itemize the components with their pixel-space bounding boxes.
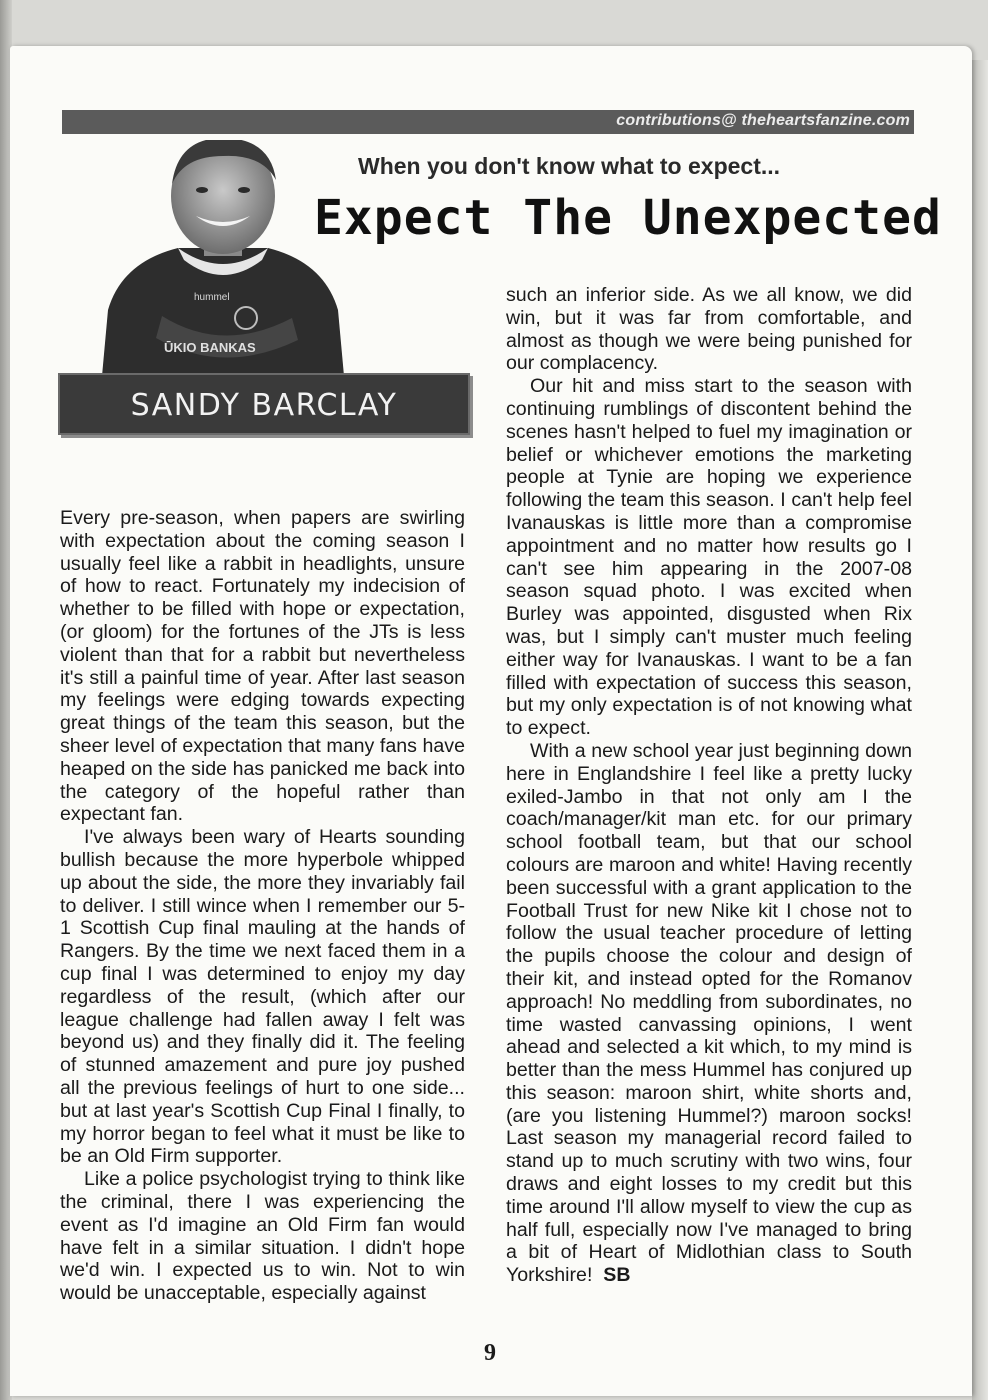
author-banner <box>58 373 470 435</box>
paragraph: Like a police psychologist trying to think like the criminal, there I was experiencing the event as I'd imagine an Old Firm fan would have felt in a similar situation. I didn't hope we'd win. I expected us to win. Not to win would be unacceptable, especially against <box>60 1168 465 1305</box>
article-headline: Expect The Unexpected <box>314 190 942 246</box>
author-name: SANDY BARCLAY <box>130 388 398 423</box>
header-bar <box>62 110 914 134</box>
paragraph-text: With a new school year just beginning down here in Englandshire I feel like a pretty lucky exiled-Jambo in that not only am I the coach/manager/kit man etc. for our primary school football team, but that our school colours are maroon and white! Having recently been successful with a grant application to the Football Trust for new Nike kit I chose not to follow the usual teacher procedure of letting the pupils choose the colour and design of their kit, and instead opted for the Romanov approach! No meddling from subordinates, no time wasted canvassing opinions, I went ahead and selected a kit which, to my mind is better than the mess Hummel has conjured up this season: maroon shirt, white shorts and, (are you listening Hummel?) maroon socks! Last season my managerial record failed to stand up to much scrutiny with two wins, four draws and eight losses to my credit but this time around I'll allow myself to view the cup as half full, especially now I've managed to bring a bit of Heart of Midlothian class to South Yorkshire! <box>506 739 912 1287</box>
paragraph <box>506 740 912 1287</box>
article-column-left <box>60 507 465 1305</box>
shirt-brand: hummel <box>194 292 230 303</box>
page-edge <box>972 60 988 1400</box>
paragraph: Every pre-season, when papers are swirling with expectation about the coming season I usually feel like a rabbit in headlights, unsure of how to react. Fortunately my indecision of whether to be filled with hope or expectation, (or gloom) for the fortunes of the JTs is less violent than that for a rabbit but nevertheless it's still a painful time of year. After last season my feelings were edging towards expecting great things of the team this season, but the sheer level of expectation that many fans have heaped on the side has panicked me back into the category of the hopeful rather than expectant fan. <box>60 507 465 826</box>
author-signature: SB <box>603 1264 631 1287</box>
article-column-right <box>506 284 912 1287</box>
contact-email: contributions@ theheartsfanzine.com <box>616 112 910 129</box>
paragraph: Our hit and miss start to the season with continuing rumblings of discontent behind the scenes hasn't helped to fuel my imagination or belief or whichever emotions the marketing people at Tynie are hoping we experience following the team this season. I can't help feel Ivanauskas is little more than a compromise appointment and no matter how results go I can't see him appearing in the 2007-08 season squad photo. I was excited when Burley was appointed, disgusted when Rix was, but I simply can't muster much feeling either way for Ivanauskas. I want to be a fan filled with expectation of success this season, but my only expectation is of not knowing what to expect. <box>506 375 912 740</box>
paragraph: such an inferior side. As we all know, we did win, but it was far from comfortable, and almost as though we were being punished for our complacency. <box>506 284 912 375</box>
paragraph: I've always been wary of Hearts sounding bullish because the more hyperbole whipped up about the side, the more they invariably fail to deliver. I still wince when I remember our 5-1 Scottish Cup final mauling at the hands of Rangers. By the time we next faced them in a cup final I was determined to enjoy my day regardless of the result, (which after our league challenge had fallen away I felt was beyond us) and they finally did it. The feeling of stunned amazement and pure joy pushed all the previous feelings of hurt to one side... but at last year's Scottish Cup Final I finally, to my horror began to feel what it must be like to be an Old Firm supporter. <box>60 826 465 1168</box>
article-subtitle: When you don't know what to expect... <box>358 153 781 179</box>
page-number: 9 <box>484 1340 496 1366</box>
shirt-sponsor: ŪKIO BANKAS <box>164 340 256 355</box>
